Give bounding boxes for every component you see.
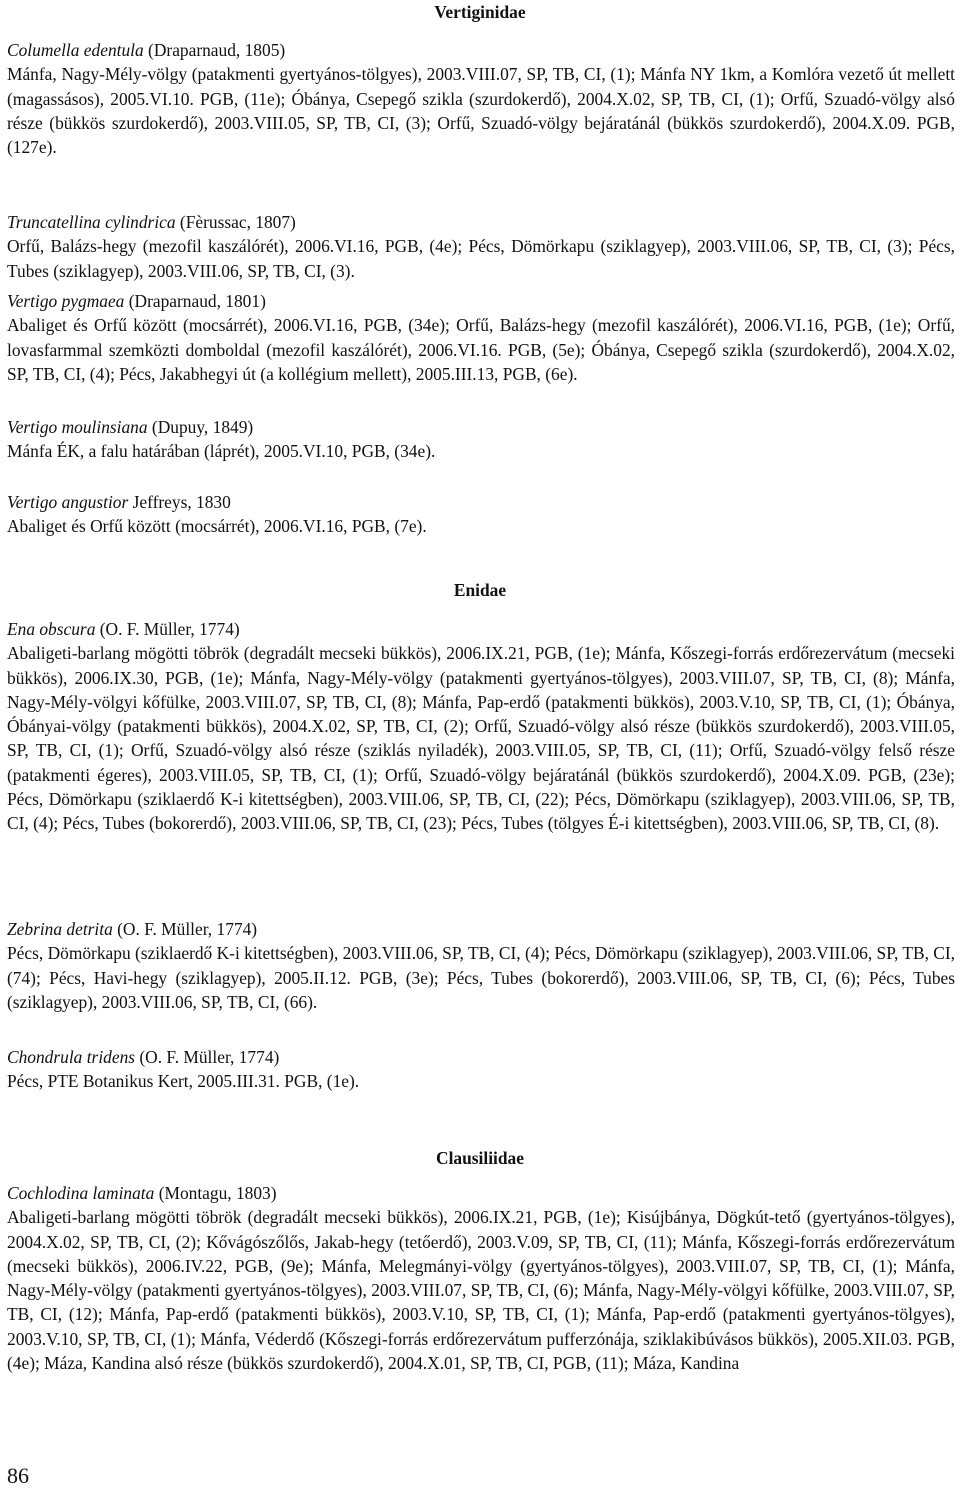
species-records: Pécs, Dömörkapu (sziklaerdő K-i kitettségben), 2003.VIII.06, SP, TB, CI, (4); Pécs, Dömörkapu (sziklagyep), 2003.VIII.06, SP, TB, CI, (74); Pécs, Havi-hegy (sziklagyep), 2005.II.12. PGB, (3e); Pécs, Tubes (bokorerdő), 2003.VIII.06, SP, TB, CI, (6); Pécs, Tubes (sziklagyep), 2003.VIII.06, SP, TB, CI, (66). [7, 943, 955, 1012]
species-name: Zebrina detrita [7, 919, 113, 939]
species-title [7, 1181, 955, 1205]
species-author: (Montagu, 1803) [154, 1183, 277, 1203]
species-records: Abaliget és Orfű között (mocsárrét), 2006.VI.16, PGB, (7e). [7, 516, 427, 537]
species-author: (O. F. Müller, 1774) [95, 619, 240, 639]
species-entry-truncatellina-cylindrica [7, 210, 955, 283]
species-records: Abaligeti-barlang mögötti töbrök (degradált mecseki bükkös), 2006.IX.21, PGB, (1e); Kisújbánya, Dögkút-tető (gyertyános-tölgyes), 2004.X.02, SP, TB, CI, (2); Kővágószőlős, Jakab-hegy (tetőerdő), 2003.V.09, SP, TB, CI, (11); Mánfa, Kőszegi-forrás erdőrezervátum (mecseki bükkös), 2006.IV.22, PGB, (9e); Mánfa, Melegmányi-völgy (gyertyános-tölgyes), 2003.VIII.07, SP, TB, CI, (1); Mánfa, Nagy-Mély-völgy (patakmenti gyertyános-tölgyes), 2003.VIII.07, SP, TB, CI, (6); Mánfa, Nagy-Mély-völgyi kőfülke, 2003.VIII.07, SP, TB, CI, (12); Mánfa, Pap-erdő (patakmenti bükkös), 2003.V.10, SP, TB, CI, (1); Mánfa, Pap-erdő (patakmenti gyertyános-tölgyes), 2003.V.10, SP, TB, CI, (1); Mánfa, Véderdő (Kőszegi-forrás erdőrezervátum pufferzónája, sziklakibúvásos bükkös), 2005.XII.03. PGB, (4e); Máza, Kandina alsó része (bükkös szurdokerdő), 2004.X.01, SP, TB, CI, PGB, (11); Máza, Kandina [7, 1207, 955, 1374]
family-heading-enidae: Enidae [453, 580, 507, 600]
species-name: Truncatellina cylindrica [7, 212, 176, 232]
species-entry-vertigo-angustior [7, 490, 955, 539]
species-entry-columella-edentula [7, 38, 955, 159]
species-entry-vertigo-pygmaea [7, 289, 955, 386]
species-name: Ena obscura [7, 619, 96, 639]
species-entry-zebrina-detrita [7, 917, 955, 1014]
species-entry-chondrula-tridens [7, 1045, 955, 1094]
species-title [7, 1045, 955, 1069]
species-records: Pécs, PTE Botanikus Kert, 2005.III.31. PGB, (1e). [7, 1071, 360, 1092]
species-entry-vertigo-moulinsiana [7, 415, 955, 464]
species-title [7, 415, 955, 439]
species-author: (Dupuy, 1849) [147, 417, 254, 437]
family-heading-clausiliidae: Clausiliidae [436, 1148, 524, 1168]
species-name: Vertigo moulinsiana [7, 417, 148, 437]
species-records: Mánfa ÉK, a falu határában (láprét), 2005.VI.10, PGB, (34e). [7, 441, 436, 462]
species-author: (Draparnaud, 1805) [143, 40, 286, 60]
species-title [7, 38, 955, 62]
species-title [7, 289, 955, 313]
species-entry-ena-obscura [7, 617, 955, 836]
species-entry-cochlodina-laminata [7, 1181, 955, 1375]
species-name: Columella edentula [7, 40, 144, 60]
species-name: Chondrula tridens [7, 1047, 136, 1067]
species-title [7, 917, 955, 941]
species-author: (O. F. Müller, 1774) [135, 1047, 280, 1067]
species-records: Abaligeti-barlang mögötti töbrök (degradált mecseki bükkös), 2006.IX.21, PGB, (1e); Mánfa, Kőszegi-forrás erdőrezervátum (mecseki bükkös), 2006.IX.30, PGB, (1e); Mánfa, Nagy-Mély-völgy (patakmenti gyertyános-tölgyes), 2003.VIII.07, SP, TB, CI, (8); Mánfa, Nagy-Mély-völgyi kőfülke, 2003.VIII.07, SP, TB, CI, (8); Mánfa, Pap-erdő (patakmenti bükkös), 2003.V.10, SP, TB, CI, (1); Óbánya, Óbányai-völgy (patakmenti bükkös), 2004.X.02, SP, TB, CI, (2); Orfű, Szuadó-völgy alsó része (bükkös szurdokerdő), 2003.VIII.05, SP, TB, CI, (1); Orfű, Szuadó-völgy alsó része (sziklás nyiladék), 2003.VIII.05, SP, TB, CI, (11); Orfű, Szuadó-völgy felső része (patakmenti égeres), 2003.VIII.05, SP, TB, CI, (1); Orfű, Szuadó-völgy bejáratánál (bükkös szurdokerdő), 2004.X.09. PGB, (23e); Pécs, Dömörkapu (sziklaerdő K-i kitettségben), 2003.VIII.06, SP, TB, CI, (22); Pécs, Dömörkapu (sziklagyep), 2003.VIII.06, SP, TB, CI, (4); Pécs, Tubes (bokorerdő), 2003.VIII.06, SP, TB, CI, (23); Pécs, Tubes (tölgyes É-i kitettségben), 2003.VIII.06, SP, TB, CI, (8). [7, 643, 955, 834]
species-title [7, 617, 955, 641]
species-author: (Fèrussac, 1807) [175, 212, 296, 232]
species-title [7, 490, 955, 514]
species-title [7, 210, 955, 234]
family-heading-vertiginidae: Vertiginidae [434, 2, 526, 22]
species-author: Jeffreys, 1830 [128, 492, 231, 512]
species-name: Cochlodina laminata [7, 1183, 155, 1203]
species-name: Vertigo angustior [7, 492, 129, 512]
page-number: 86 [7, 1463, 29, 1488]
species-author: (O. F. Müller, 1774) [112, 919, 258, 939]
species-records: Abaliget és Orfű között (mocsárrét), 2006.VI.16, PGB, (34e); Orfű, Balázs-hegy (mezofil kaszálórét), 2006.VI.16, PGB, (1e); Orfű, lovasfarmmal szemközti domboldal (mezofil kaszálórét), 2006.VI.16. PGB, (5e); Óbánya, Csepegő szikla (szurdokerdő), 2004.X.02, SP, TB, CI, (4); Pécs, Jakabhegyi út (a kollégium mellett), 2005.III.13, PGB, (6e). [7, 315, 955, 384]
species-author: (Draparnaud, 1801) [124, 291, 266, 311]
species-records: Mánfa, Nagy-Mély-völgy (patakmenti gyertyános-tölgyes), 2003.VIII.07, SP, TB, CI, (1); Mánfa NY 1km, a Komlóra vezető út mellett (magassásos), 2005.VI.10. PGB, (11e); Óbánya, Csepegő szikla (szurdokerdő), 2004.X.02, SP, TB, CI, (1); Orfű, Szuadó-völgy alsó része (bükkös szurdokerdő), 2003.VIII.05, SP, TB, CI, (3); Orfű, Szuadó-völgy bejáratánál (bükkös szurdokerdő), 2004.X.09. PGB, (127e). [7, 64, 955, 158]
species-records: Orfű, Balázs-hegy (mezofil kaszálórét), 2006.VI.16, PGB, (4e); Pécs, Dömörkapu (sziklagyep), 2003.VIII.06, SP, TB, CI, (3); Pécs, Tubes (sziklagyep), 2003.VIII.06, SP, TB, CI, (3). [7, 236, 955, 281]
species-name: Vertigo pygmaea [7, 291, 125, 311]
